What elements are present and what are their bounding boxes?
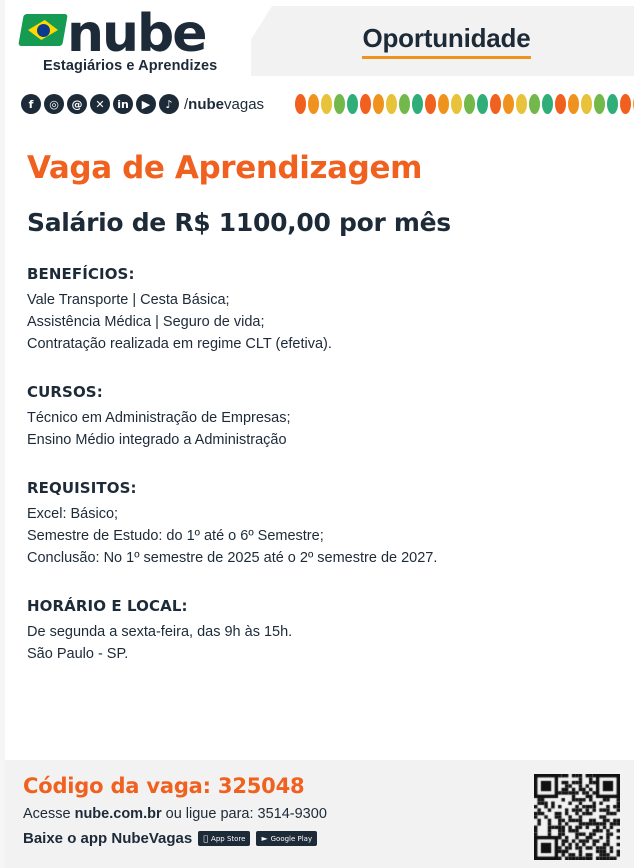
dot	[607, 94, 618, 114]
app-store-badge[interactable]	[198, 831, 250, 846]
section-line: Vale Transporte | Cesta Básica;	[27, 292, 230, 308]
dot	[438, 94, 449, 114]
decorative-dots	[295, 92, 634, 116]
logo-wordmark: nube	[67, 4, 206, 64]
dot	[308, 94, 319, 114]
social-handle	[184, 96, 264, 113]
qr-code[interactable]	[534, 774, 620, 860]
youtube-icon[interactable]: ▶	[136, 94, 156, 114]
logo-tagline: Estagiários e Aprendizes	[43, 58, 218, 74]
job-code: Código da vaga: 325048	[23, 774, 305, 798]
tiktok-icon[interactable]: ♪	[159, 94, 179, 114]
dot	[542, 94, 553, 114]
instagram-icon[interactable]: ◎	[44, 94, 64, 114]
dot	[477, 94, 488, 114]
section-horario-local	[27, 597, 634, 665]
section-line: Assistência Médica | Seguro de vida;	[27, 314, 265, 330]
section-heading: HORÁRIO E LOCAL:	[27, 597, 188, 615]
google-play-badge[interactable]	[256, 831, 317, 846]
access-prefix: Acesse	[23, 806, 75, 822]
logo-block	[5, 0, 251, 86]
section-line: Excel: Básico;	[27, 506, 119, 522]
dot	[347, 94, 358, 114]
dot	[490, 94, 501, 114]
section-heading: CURSOS:	[27, 383, 103, 401]
dot	[594, 94, 605, 114]
threads-icon[interactable]: @	[67, 94, 87, 114]
dot	[581, 94, 592, 114]
header	[5, 0, 634, 86]
website-link[interactable]: nube.com.br	[74, 806, 162, 822]
handle-prefix: /	[184, 95, 189, 113]
dot	[529, 94, 540, 114]
banner-label: Oportunidade	[362, 23, 530, 59]
opportunity-banner	[229, 6, 634, 76]
job-content	[5, 122, 634, 665]
play-icon: ►	[256, 834, 263, 843]
social-row	[5, 86, 634, 122]
dot	[464, 94, 475, 114]
dot	[386, 94, 397, 114]
app-label: Baixe o app NubeVagas	[23, 830, 193, 847]
salary-text: Salário de R$ 1100,00 por mês	[27, 208, 451, 237]
dot	[503, 94, 514, 114]
dot	[399, 94, 410, 114]
footer	[5, 760, 634, 868]
section-beneficios	[27, 265, 634, 355]
section-heading: REQUISITOS:	[27, 479, 137, 497]
section-line: Semestre de Estudo: do 1º até o 6º Semestre;	[27, 528, 324, 544]
dot	[334, 94, 345, 114]
dot	[360, 94, 371, 114]
section-line: Técnico em Administração de Empresas;	[27, 410, 291, 426]
dot	[425, 94, 436, 114]
linkedin-icon[interactable]: in	[113, 94, 133, 114]
social-icons	[21, 94, 179, 114]
apple-icon	[203, 834, 208, 843]
brazil-flag-icon	[21, 14, 65, 46]
handle-bold: nube	[188, 95, 225, 113]
dot	[321, 94, 332, 114]
dot	[412, 94, 423, 114]
dot	[295, 94, 306, 114]
section-line: Conclusão: No 1º semestre de 2025 até o 2º semestre de 2027.	[27, 550, 438, 566]
section-line: São Paulo - SP.	[27, 646, 129, 662]
app-store-label: App Store	[206, 834, 241, 843]
section-line: De segunda a sexta-feira, das 9h às 15h.	[27, 624, 293, 640]
facebook-icon[interactable]: f	[21, 94, 41, 114]
x-twitter-icon[interactable]: ✕	[90, 94, 110, 114]
google-play-label: Google Play	[265, 834, 308, 843]
handle-rest: vagas	[224, 95, 265, 113]
access-suffix: ou ligue para: 3514-9300	[161, 806, 327, 822]
section-line: Contratação realizada em regime CLT (efetiva).	[27, 336, 332, 352]
dot	[516, 94, 527, 114]
section-cursos	[27, 383, 634, 451]
dot	[568, 94, 579, 114]
section-line: Ensino Médio integrado a Administração	[27, 432, 287, 448]
dot	[620, 94, 631, 114]
page-title: Vaga de Aprendizagem	[27, 150, 422, 186]
dot	[373, 94, 384, 114]
section-requisitos	[27, 479, 634, 569]
dot	[555, 94, 566, 114]
section-heading: BENEFÍCIOS:	[27, 265, 135, 283]
dot	[451, 94, 462, 114]
